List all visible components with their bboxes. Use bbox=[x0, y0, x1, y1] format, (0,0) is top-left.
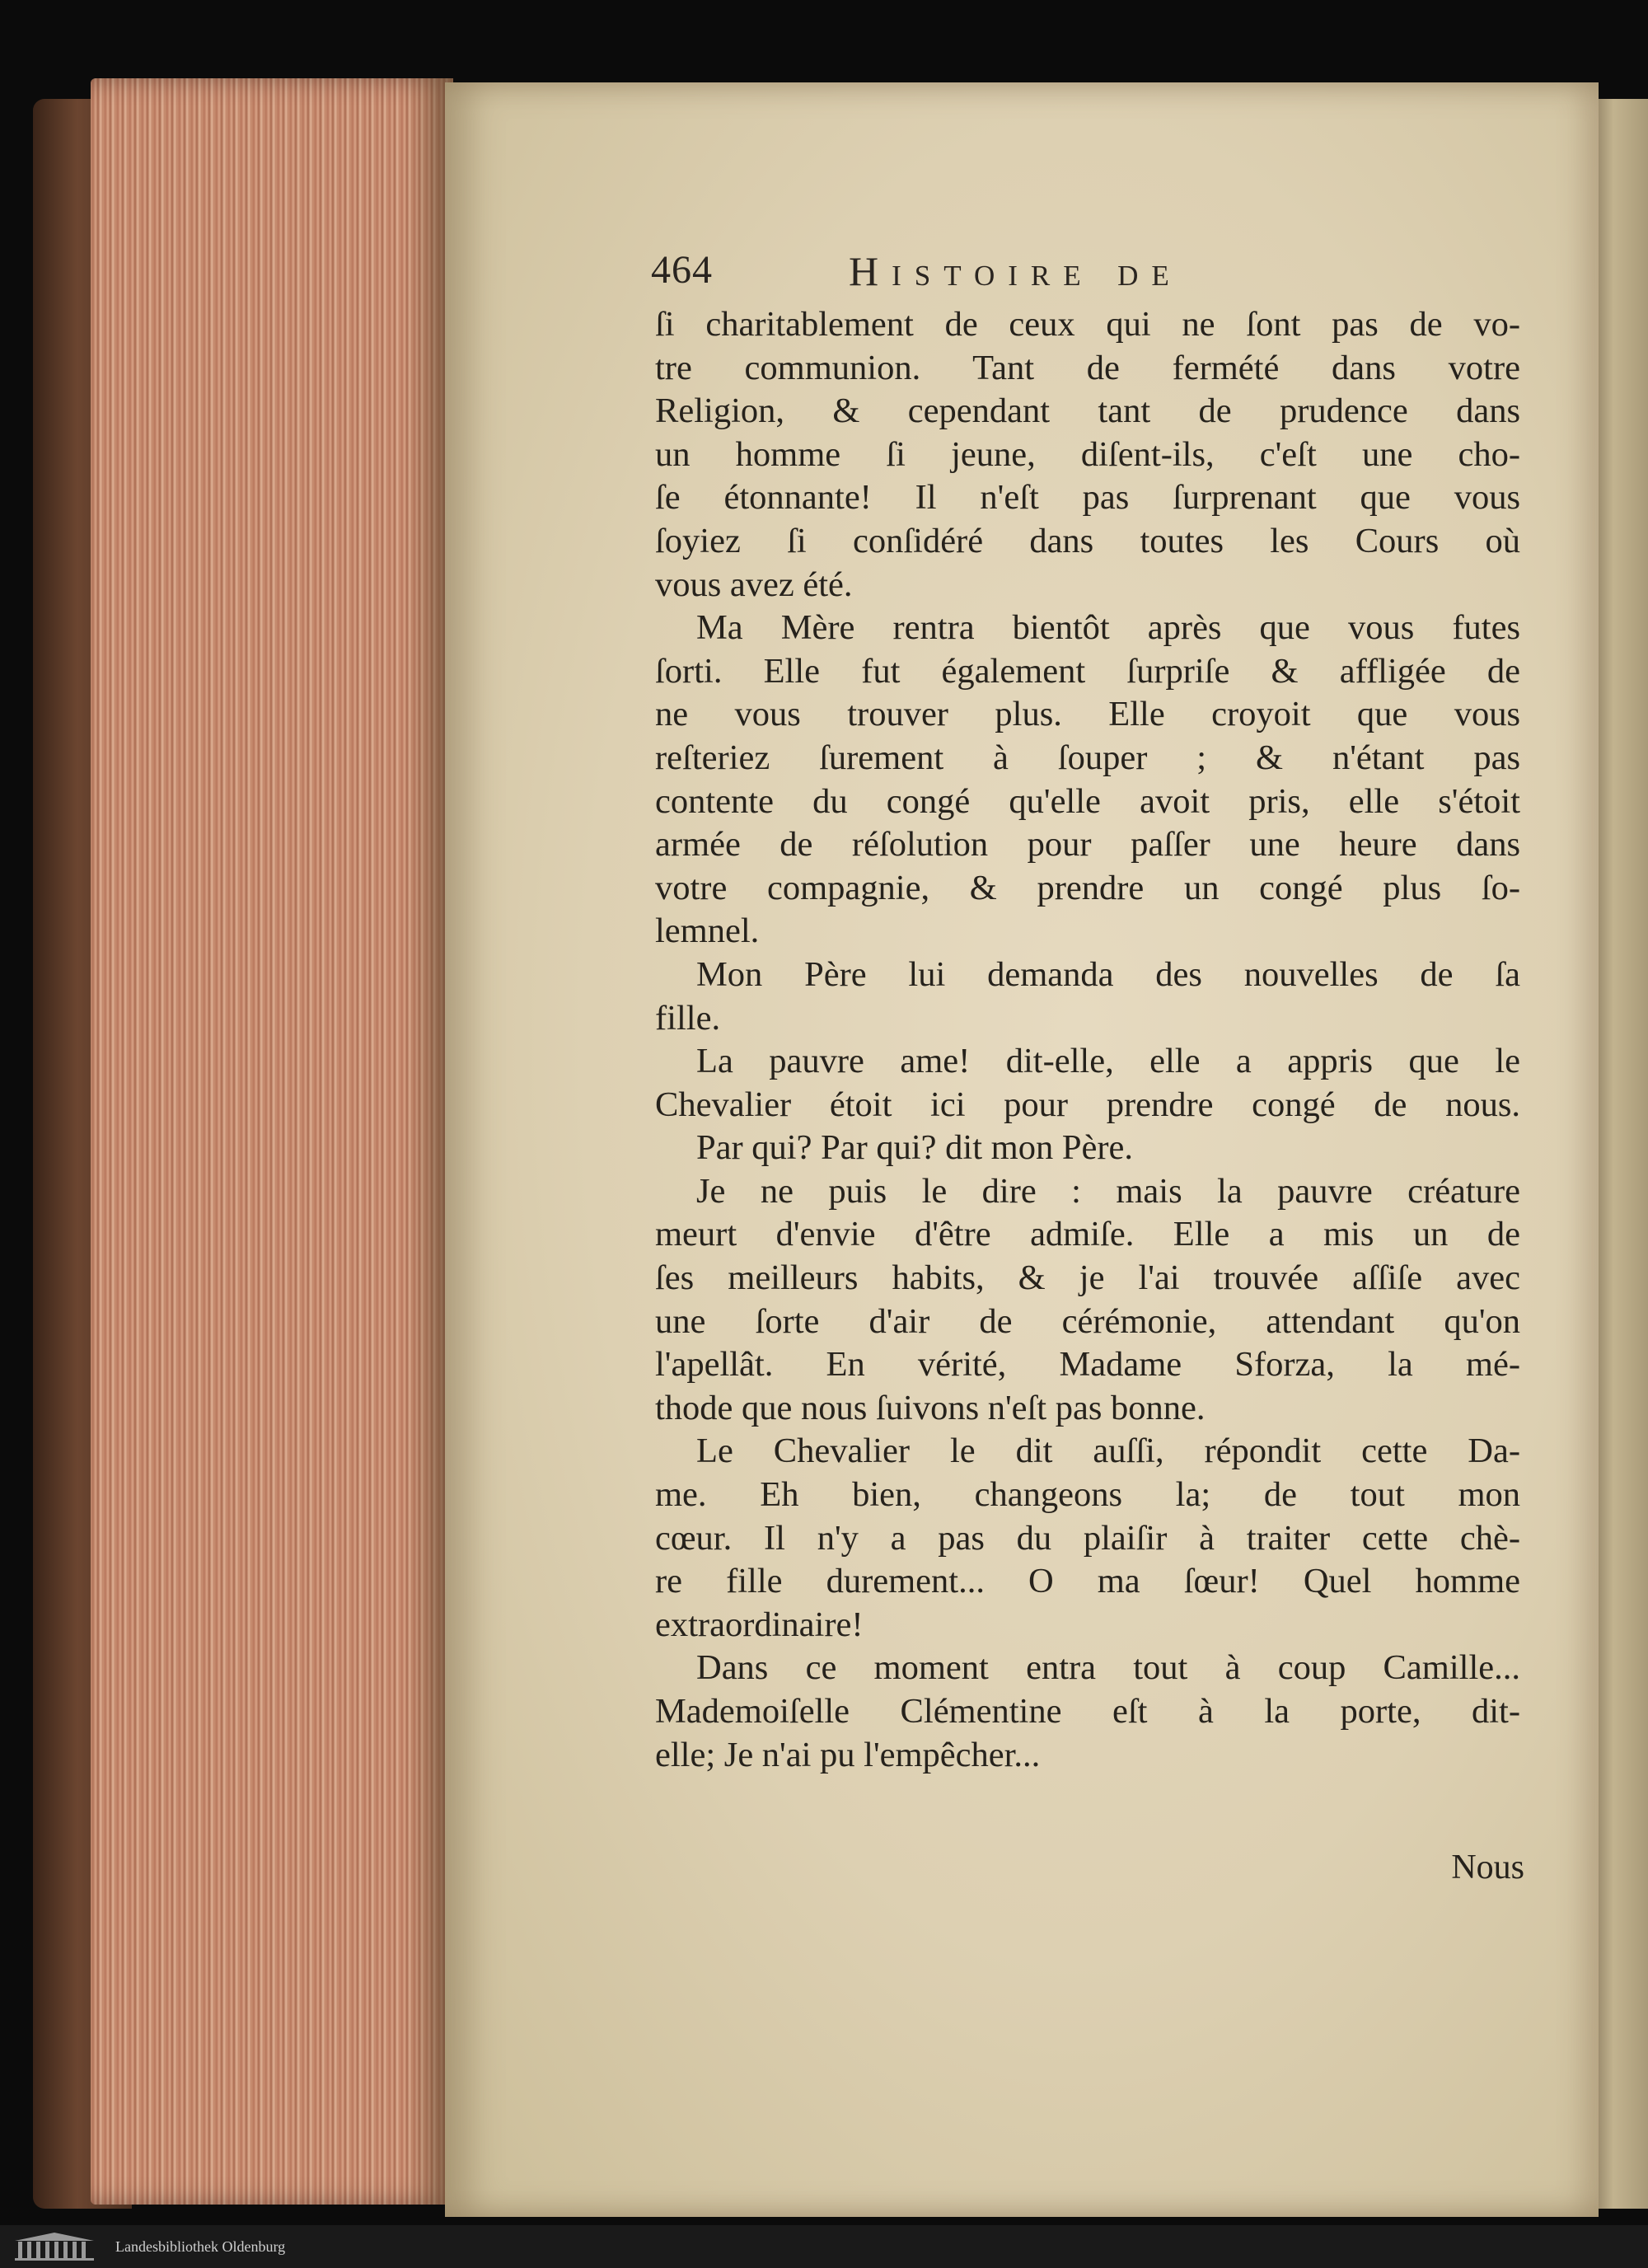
page-edges bbox=[91, 78, 453, 2205]
text-line: ſorti. Elle fut également ſurpriſe & affligée de bbox=[655, 651, 1520, 691]
text-line: Mademoiſelle Clémentine eſt à la porte, dit- bbox=[655, 1692, 1520, 1731]
text-line: ſoyiez ſi conſidéré dans toutes les Cours où bbox=[655, 521, 1520, 560]
text-line: extraordinaire! bbox=[655, 1605, 864, 1644]
text-line: cœur. Il n'y a pas du plaiſir à traiter cette chè- bbox=[655, 1518, 1520, 1558]
text-line: ne vous trouver plus. Elle croyoit que vous bbox=[655, 695, 1520, 734]
text-line: Ma Mère rentra bientôt après que vous futes bbox=[696, 608, 1520, 648]
running-title: Histoire de bbox=[849, 248, 1182, 294]
text-line: Par qui? Par qui? dit mon Père. bbox=[696, 1128, 1133, 1168]
text-line: un homme ſi jeune, diſent-ils, c'eſt une cho- bbox=[655, 434, 1520, 474]
text-line: tre communion. Tant de fermété dans votre bbox=[655, 348, 1520, 387]
text-line: meurt d'envie d'être admiſe. Elle a mis un de bbox=[655, 1215, 1520, 1254]
page-number: 464 bbox=[651, 248, 713, 292]
library-name: Landesbibliothek Oldenburg bbox=[115, 2238, 286, 2255]
text-line: l'apellât. En vérité, Madame Sforza, la mé- bbox=[655, 1345, 1520, 1385]
text-line: armée de réſolution pour paſſer une heure dans bbox=[655, 825, 1520, 865]
text-line: Je ne puis le dire : mais la pauvre créature bbox=[696, 1171, 1520, 1211]
body-text bbox=[655, 303, 1520, 1777]
library-footer bbox=[0, 2225, 1648, 2268]
book-page bbox=[445, 82, 1599, 2217]
facing-page-edge bbox=[1590, 99, 1648, 2209]
text-line: votre compagnie, & prendre un congé plus ſo- bbox=[655, 868, 1520, 907]
text-line: reſteriez ſurement à ſouper ; & n'étant pas bbox=[655, 738, 1520, 777]
text-line: contente du congé qu'elle avoit pris, elle s'étoit bbox=[655, 781, 1520, 821]
text-line: thode que nous ſuivons n'eſt pas bonne. bbox=[655, 1388, 1206, 1427]
text-line: vous avez été. bbox=[655, 565, 853, 604]
text-line: une ſorte d'air de cérémonie, attendant qu'on bbox=[655, 1301, 1520, 1341]
library-building-icon bbox=[15, 2233, 94, 2261]
text-line: Religion, & cependant tant de prudence dans bbox=[655, 391, 1520, 431]
text-line: re fille durement... O ma ſœur! Quel homme bbox=[655, 1562, 1520, 1601]
text-line: ſe étonnante! Il n'eſt pas ſurprenant que vous bbox=[655, 478, 1520, 518]
text-line: Chevalier étoit ici pour prendre congé de nous. bbox=[655, 1085, 1520, 1124]
text-line: me. Eh bien, changeons la; de tout mon bbox=[655, 1475, 1520, 1515]
text-line: La pauvre ame! dit-elle, elle a appris que le bbox=[696, 1042, 1520, 1081]
text-line: fille. bbox=[655, 998, 721, 1038]
text-line: Dans ce moment entra tout à coup Camille... bbox=[696, 1648, 1520, 1688]
text-line: lemnel. bbox=[655, 911, 760, 951]
text-line: ſi charitablement de ceux qui ne ſont pas de vo- bbox=[655, 305, 1520, 344]
catchword: Nous bbox=[1451, 1849, 1524, 1886]
text-line: ſes meilleurs habits, & je l'ai trouvée aſſiſe avec bbox=[655, 1258, 1520, 1298]
text-line: Le Chevalier le dit auſſi, répondit cette Da- bbox=[696, 1432, 1520, 1471]
text-line: Mon Père lui demanda des nouvelles de ſa bbox=[696, 954, 1520, 994]
text-line: elle; Je n'ai pu l'empêcher... bbox=[655, 1735, 1041, 1774]
